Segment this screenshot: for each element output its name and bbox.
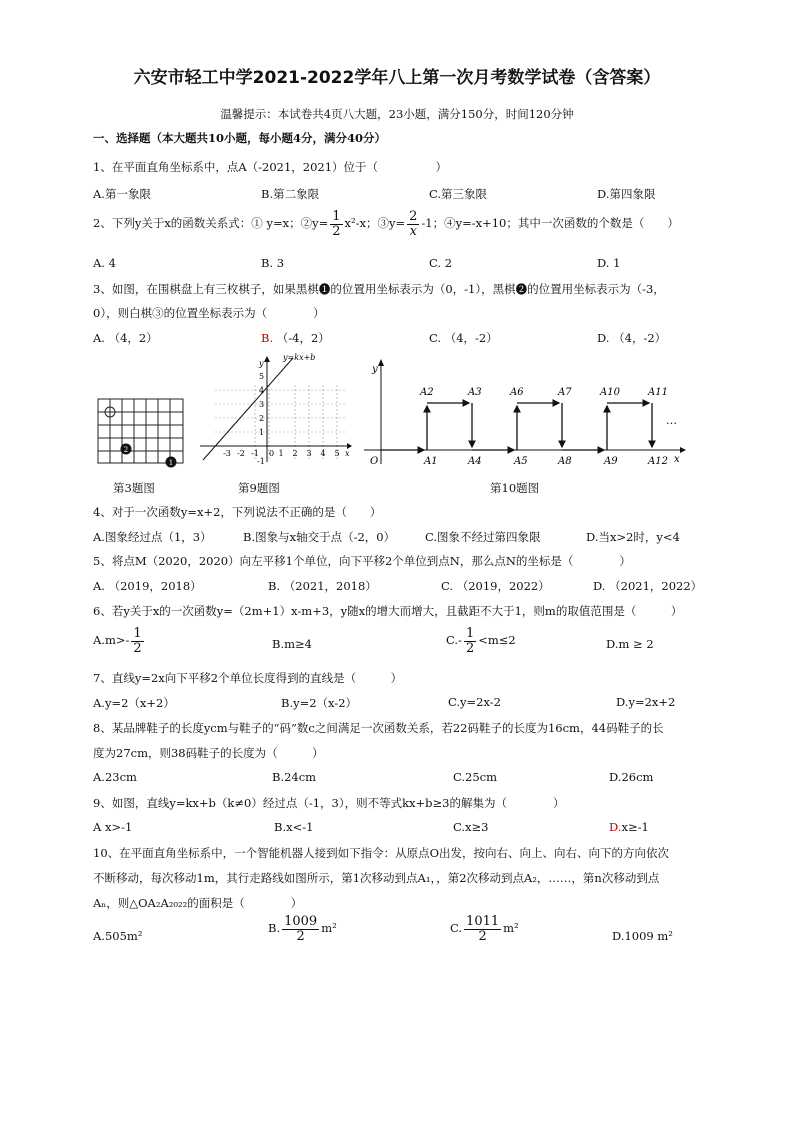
q2-fraction-1 — [330, 210, 342, 238]
q8-option-b: B.24cm — [272, 770, 317, 784]
question-10-line-1: 10、在平面直角坐标系中，一个智能机器人接到如下指令：从原点O出发，按向右、向上、向右、向下的方向依次 — [93, 846, 670, 860]
q1-option-d: D.第四象限 — [597, 187, 656, 201]
fig9-ytick: 1 — [259, 428, 265, 437]
question-4-stem: 4、对于一次函数y=x+2，下列说法不正确的是（ ） — [93, 505, 382, 519]
q8-option-a: A.23cm — [93, 770, 137, 784]
question-3-line-2: 0），则白棋③的位置坐标表示为（ ） — [93, 306, 325, 320]
fig9-xtick: 2 — [292, 449, 298, 458]
black-stone-1-label: 1 — [168, 459, 174, 467]
question-8-line-1: 8、某品牌鞋子的长度ycm与鞋子的“码”数c之间满足一次函数关系，若22码鞋子的长度为16cm，44码鞋子的长 — [93, 721, 664, 735]
figure-10-caption: 第10题图 — [490, 481, 540, 495]
fig10-bottom-labels — [423, 456, 668, 467]
figure-3-go-board — [95, 395, 190, 470]
fig10-label: A3 — [468, 387, 482, 398]
fig9-xtick: 3 — [306, 449, 312, 458]
fig9-ytick: 5 — [259, 372, 265, 381]
question-8-line-2: 度为27cm，则38码鞋子的长度为（ ） — [93, 746, 324, 760]
fig9-ytick: 4 — [259, 386, 265, 395]
q5-option-b: B. （2021，2018） — [268, 579, 377, 593]
q6-option-d: D.m ≥ 2 — [606, 637, 654, 651]
tip-text: 温馨提示：本试卷共4页八大题，23小题，满分150分，时间120分钟 — [220, 107, 574, 121]
q10-c-suffix: m² — [503, 921, 519, 936]
black-stone-2-label: 2 — [123, 446, 129, 454]
white-stone-3 — [105, 407, 115, 417]
fig9-xtick: 4 — [320, 449, 326, 458]
fig10-label: A10 — [600, 387, 620, 398]
fig10-label: A7 — [558, 387, 572, 398]
fig9-y-arrow — [264, 356, 270, 362]
question-5-stem: 5、将点M（2020，2020）向左平移1个单位，向下平移2个单位到点N，那么点N的坐标是（ ） — [93, 554, 631, 568]
question-2-stem — [93, 210, 679, 238]
question-1-stem: 1、在平面直角坐标系中，点A（-2021，2021）位于（ ） — [93, 160, 448, 174]
fig9-ytick: 2 — [259, 414, 265, 423]
fig9-xtick: -1 — [251, 449, 259, 458]
q10-b-num: 1009 — [284, 914, 318, 929]
q10-c-num: 1011 — [466, 914, 500, 929]
q9-option-d-letter: D. — [609, 820, 622, 834]
q10-option-b — [268, 915, 337, 943]
q8-option-d: D.26cm — [609, 770, 654, 784]
q2-option-d: D. 1 — [597, 256, 621, 270]
fig9-xtick: -3 — [223, 449, 231, 458]
fig9-xtick: 5 — [334, 449, 340, 458]
fig10-label: A1 — [424, 456, 438, 467]
q2-option-c: C. 2 — [429, 256, 453, 270]
question-10-line-2: 不断移动，每次移动1m，其行走路线如图所示，第1次移动到点A₁，，第2次移动到点A₂，……，第n次移动到点 — [93, 871, 660, 885]
figure-9-caption: 第9题图 — [238, 481, 280, 495]
q9-option-a: A x>-1 — [93, 820, 133, 834]
fig10-y-arrow — [378, 359, 384, 366]
q7-option-c: C.y=2x-2 — [448, 695, 501, 709]
q6-option-a — [93, 627, 146, 655]
q6-option-b: B.m≥4 — [272, 637, 312, 651]
q9-option-d-text: x≥-1 — [621, 820, 649, 834]
question-7-stem: 7、直线y=2x向下平移2个单位长度得到的直线是（ ） — [93, 671, 403, 685]
figure-10-path — [362, 352, 692, 472]
q6-c-fraction — [464, 627, 476, 655]
fig10-label: A9 — [604, 456, 618, 467]
q6-a-prefix: A.m>- — [93, 633, 130, 648]
q10-c-fraction — [464, 915, 501, 943]
q10-b-fraction — [282, 915, 319, 943]
question-6-stem: 6、若y关于x的一次函数y=（2m+1）x-m+3，y随x的增大而增大，且截距不大于1，则m的取值范围是（ ） — [93, 604, 683, 618]
q6-a-fraction — [131, 627, 143, 655]
fig10-y-label: y — [372, 364, 378, 375]
fig10-label: A12 — [648, 456, 668, 467]
figure-3-caption: 第3题图 — [113, 481, 155, 495]
fig9-xtick: 1 — [278, 449, 284, 458]
q6-c-prefix: C.- — [446, 633, 462, 648]
q7-option-b: B.y=2（x-2） — [281, 696, 358, 710]
q9-option-b: B.x<-1 — [274, 820, 314, 834]
fig10-label: A11 — [648, 387, 668, 398]
section-heading: 一、选择题（本大题共10小题，每小题4分，满分40分） — [93, 131, 387, 145]
q4-option-a: A.图象经过点（1，3） — [93, 530, 212, 544]
q7-option-d: D.y=2x+2 — [616, 695, 676, 709]
q8-option-c: C.25cm — [453, 770, 498, 784]
q2-fraction-2 — [407, 210, 419, 238]
q3-option-a: A. （4，2） — [93, 331, 158, 345]
q3-option-b — [261, 330, 330, 346]
fig9-ytick: -1 — [257, 457, 265, 466]
fig9-xtick: -2 — [237, 449, 245, 458]
q2-option-b: B. 3 — [261, 256, 285, 270]
q10-b-den: 2 — [296, 928, 305, 944]
fig9-origin: 0 — [269, 449, 275, 458]
q3-option-b-letter: B. — [261, 331, 274, 345]
q2-f2-num: 2 — [409, 209, 418, 224]
q2-f2-den: x — [409, 223, 417, 239]
question-10-line-3: Aₙ，则△OA₂A₂₀₂₂的面积是（ ） — [93, 896, 303, 910]
q3-option-b-text: （-4，2） — [273, 331, 330, 345]
q10-c-den: 2 — [478, 928, 487, 944]
fig9-x-tick-labels — [223, 449, 339, 458]
q4-option-c: C.图象不经过第四象限 — [425, 530, 541, 544]
question-3-line-1: 3、如图，在围棋盘上有三枚棋子，如果黑棋❶的位置用坐标表示为（0，-1），黑棋❷的位置用坐标表示为（-3， — [93, 282, 665, 296]
fig10-x-arrow — [680, 447, 686, 453]
q4-option-b: B.图象与x轴交于点（-2，0） — [243, 530, 396, 544]
fig9-line-label: y=kx+b — [283, 353, 316, 362]
q2-part2: x²-x；③y= — [344, 216, 406, 231]
page-title: 六安市轻工中学2021-2022学年八上第一次月考数学试卷（含答案） — [133, 68, 661, 88]
q1-option-b: B.第二象限 — [261, 187, 320, 201]
q2-f1-den: 2 — [332, 223, 341, 239]
q5-option-a: A. （2019，2018） — [93, 579, 202, 593]
q4-option-d: D.当x>2时，y<4 — [586, 530, 680, 544]
q6-c-suffix: <m≤2 — [478, 633, 516, 648]
q7-option-a: A.y=2（x+2） — [93, 696, 175, 710]
q6-a-num: 1 — [133, 626, 142, 641]
q3-option-d: D. （4，-2） — [597, 331, 667, 345]
fig10-label: A5 — [514, 456, 528, 467]
fig10-label: A8 — [558, 456, 572, 467]
fig10-ellipsis: … — [666, 414, 677, 427]
q6-c-num: 1 — [465, 626, 475, 641]
q1-option-c: C.第三象限 — [429, 187, 488, 201]
q6-c-den: 2 — [465, 640, 475, 656]
fig10-label: A2 — [420, 387, 434, 398]
fig10-top-labels — [419, 387, 668, 398]
figure-9-graph — [195, 350, 360, 470]
question-9-stem: 9、如图，直线y=kx+b（k≠0）经过点（-1，3），则不等式kx+b≥3的解集为（ ） — [93, 796, 565, 810]
q3-option-c: C. （4，-2） — [429, 331, 498, 345]
q2-part1: 2、下列y关于x的函数关系式：① y=x；②y= — [93, 216, 329, 231]
q10-b-suffix: m² — [321, 921, 337, 936]
q6-a-den: 2 — [133, 640, 142, 656]
fig10-path-arrows — [381, 403, 652, 450]
q10-option-a: A.505m² — [93, 929, 143, 943]
q10-c-prefix: C. — [450, 921, 463, 936]
fig10-x-label: x — [674, 454, 680, 465]
q2-part3: -1；④y=-x+10；其中一次函数的个数是（ ） — [421, 216, 679, 231]
q10-option-c — [450, 915, 519, 943]
q5-option-d: D. （2021，2022） — [593, 579, 703, 593]
fig9-ytick: 3 — [259, 400, 265, 409]
q1-option-a: A.第一象限 — [93, 187, 151, 201]
q9-option-d — [609, 820, 649, 834]
fig10-label: A4 — [468, 456, 482, 467]
q6-option-c — [446, 627, 516, 655]
fig9-line-kx-b — [203, 358, 293, 460]
q10-b-prefix: B. — [268, 921, 281, 936]
fig9-y-label: y — [259, 359, 264, 368]
q5-option-c: C. （2019，2022） — [441, 579, 550, 593]
fig10-label: A6 — [510, 387, 524, 398]
q2-f1-num: 1 — [332, 209, 341, 224]
q9-option-c: C.x≥3 — [453, 820, 489, 834]
fig10-origin: O — [370, 456, 379, 467]
q10-option-d: D.1009 m² — [612, 929, 673, 943]
fig9-x-label: x — [345, 449, 350, 458]
q2-option-a: A. 4 — [93, 256, 116, 270]
